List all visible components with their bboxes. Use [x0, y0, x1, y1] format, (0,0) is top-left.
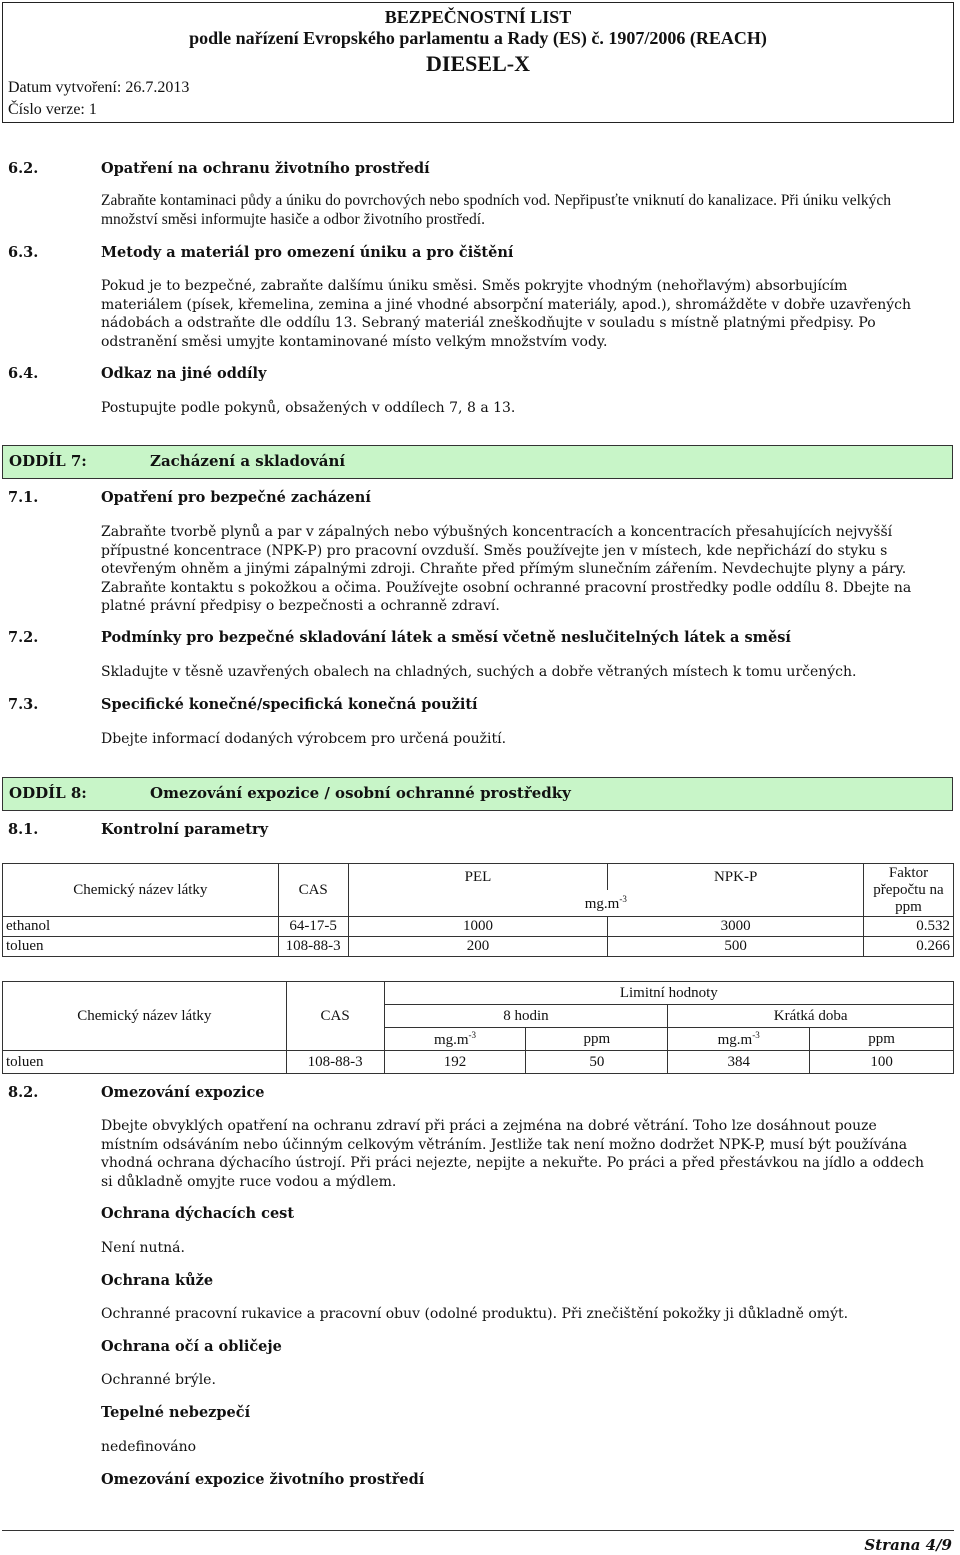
section-7-3-number: 7.3.: [8, 696, 39, 713]
environmental-exposure-title: Omezování expozice životního prostředí: [101, 1471, 425, 1488]
thermal-hazard-title: Tepelné nebezpečí: [101, 1404, 251, 1421]
section-7-2-number: 7.2.: [8, 629, 39, 646]
cell-name: toluen: [3, 937, 279, 957]
col-header-pel: PEL: [348, 864, 608, 891]
section-6-4-title: Odkaz na jiné oddíly: [101, 365, 267, 382]
col-header-limit-values: Limitní hodnoty: [384, 982, 953, 1005]
col-header-cas: CAS: [286, 982, 384, 1051]
section-7-1-number: 7.1.: [8, 489, 39, 506]
unit-mg-m3: [384, 1028, 526, 1051]
table-header-row: [3, 982, 954, 1005]
header-title: BEZPEČNOSTNÍ LIST: [384, 7, 572, 27]
unit-mg-m3: [348, 890, 863, 917]
page-number: Strana 4/9: [864, 1536, 952, 1554]
section-6-3-title: Metody a materiál pro omezení úniku a pro čištění: [101, 244, 514, 261]
cell-factor: 0.532: [864, 917, 954, 937]
unit-text: mg.m: [433, 1031, 469, 1048]
eye-protection-text: Ochranné brýle.: [101, 1372, 216, 1388]
section-7-3-title: Specifické konečné/specifická konečná použití: [101, 696, 478, 713]
table-row: [3, 937, 954, 957]
unit-exponent: -3: [752, 1029, 760, 1040]
cell-npk: 500: [608, 937, 864, 957]
col-header-chemical-name: Chemický název látky: [3, 982, 287, 1051]
table-row: [3, 917, 954, 937]
section-7-title: Zacházení a skladování: [150, 452, 346, 470]
section-8-2-title: Omezování expozice: [101, 1084, 265, 1101]
cell-mg-short: 384: [668, 1051, 810, 1074]
col-header-factor: Faktor přepočtu na ppm: [864, 864, 954, 917]
section-8-1-number: 8.1.: [8, 821, 39, 838]
table-header-row: [3, 864, 954, 891]
section-7-1-text: Zabraňte tvorbě plynů a par v zápalných nebo výbušných koncentracích a koncentracích přesahujících nejvyšší přípustné koncentrace (NPK-P) pro pracovní ovzduší. Směs používejte jen v místech, kde nepřichází do styku s otevřeným ohněm a jinými zápalnými zdroji. Chraňte před přímým slunečním zářením. Nevdechujte plyny a páry. Zabraňte kontaktu s pokožkou a očima. Používejte osobní ochranné pracovní prostředky podle oddílu 8. Dbejte na platné právní předpisy o bezpečnosti a ochranně zdraví.: [101, 524, 912, 614]
unit-text: mg.m: [584, 895, 620, 912]
col-header-chemical-name: Chemický název látky: [3, 864, 279, 917]
skin-protection-text: Ochranné pracovní rukavice a pracovní obuv (odolné produktu). Při znečištění pokožky ji důkladně omýt.: [101, 1306, 849, 1322]
cell-factor: 0.266: [864, 937, 954, 957]
cell-npk: 3000: [608, 917, 864, 937]
respiratory-protection-text: Není nutná.: [101, 1240, 185, 1256]
section-8-label: ODDÍL 8:: [9, 784, 87, 802]
exposure-limits-table: [2, 863, 954, 957]
section-8-2-text: Dbejte obvyklých opatření na ochranu zdraví při práci a zejména na dobré větrání. Toho lze dosáhnout pouze místním odsáváním nebo účinným celkovým větráním. Jestliže tak není možno dodržet NPK-P, musí být používána vhodná ochrana dýchacího ústrojí. Při práci nejezte, nepijte a nekuřte. Po práci a před přestávkou na jídlo a oddech si důkladně omyjte ruce vodou a mýdlem.: [101, 1118, 924, 1190]
cell-cas: 108-88-3: [286, 1051, 384, 1074]
unit-ppm: ppm: [526, 1028, 668, 1051]
header-product-name: DIESEL-X: [426, 51, 530, 76]
section-8-2-number: 8.2.: [8, 1084, 39, 1101]
section-7-1-title: Opatření pro bezpečné zacházení: [101, 489, 371, 506]
section-6-3-text: Pokud je to bezpečné, zabraňte dalšímu úniku směsi. Směs pokryjte vhodným (nehořlavým) absorbujícím materiálem (písek, křemelina, zemina a jiné vhodné absorpční materiály, apod.), shromážděte v dobře uzavřených nádobách a odstraňte dle oddílu 13. Sebraný materiál zneškodňujte v souladu s místně platnými předpisy. Po odstranění směsi umyjte kontaminované místo velkým množstvím vody.: [101, 278, 912, 350]
table-row: [3, 1051, 954, 1074]
unit-exponent: -3: [468, 1029, 477, 1040]
header-version: Číslo verze: 1: [8, 101, 97, 118]
col-header-cas: CAS: [278, 864, 348, 917]
cell-ppm-short: 100: [810, 1051, 954, 1074]
header-regulation: podle nařízení Evropského parlamentu a Rady (ES) č. 1907/2006 (REACH): [189, 28, 767, 48]
section-6-4-text: Postupujte podle pokynů, obsažených v oddílech 7, 8 a 13.: [101, 400, 516, 416]
unit-exponent: -3: [619, 893, 627, 904]
section-6-3-number: 6.3.: [8, 244, 39, 261]
col-header-npk: NPK-P: [608, 864, 864, 891]
respiratory-protection-title: Ochrana dýchacích cest: [101, 1205, 295, 1222]
section-8-1-title: Kontrolní parametry: [101, 821, 269, 838]
unit-text: mg.m: [717, 1031, 753, 1048]
eye-protection-title: Ochrana očí a obličeje: [101, 1338, 282, 1355]
cell-name: ethanol: [3, 917, 279, 937]
cell-cas: 64-17-5: [278, 917, 348, 937]
section-6-2-number: 6.2.: [8, 160, 39, 177]
section-7-band: [2, 445, 953, 479]
col-header-8-hours: 8 hodin: [384, 1005, 668, 1028]
section-6-2-title: Opatření na ochranu životního prostředí: [101, 160, 430, 177]
section-7-2-text: Skladujte v těsně uzavřených obalech na chladných, suchých a dobře větraných místech k tomu určených.: [101, 664, 857, 680]
section-8-title: Omezování expozice / osobní ochranné prostředky: [150, 784, 571, 802]
thermal-hazard-text: nedefinováno: [101, 1439, 197, 1455]
cell-mg-8h: 192: [384, 1051, 526, 1074]
col-header-short-term: Krátká doba: [668, 1005, 954, 1028]
cell-cas: 108-88-3: [278, 937, 348, 957]
unit-ppm: ppm: [810, 1028, 954, 1051]
section-7-2-title: Podmínky pro bezpečné skladování látek a směsí včetně neslučitelných látek a směsí: [101, 629, 791, 646]
section-7-3-text: Dbejte informací dodaných výrobcem pro určená použití.: [101, 731, 507, 747]
section-6-4-number: 6.4.: [8, 365, 39, 382]
cell-name: toluen: [3, 1051, 287, 1074]
section-7-label: ODDÍL 7:: [9, 452, 87, 470]
section-8-band: [2, 777, 953, 811]
section-6-2-text: Zabraňte kontaminaci půdy a úniku do povrchových nebo spodních vod. Nepřipusťte vniknutí do kanalizace. Při úniku velkých množství směsi informujte hasiče a odbor životního prostředí.: [101, 192, 892, 228]
footer-divider: [2, 1530, 954, 1531]
cell-ppm-8h: 50: [526, 1051, 668, 1074]
cell-pel: 200: [348, 937, 608, 957]
header-created-date: Datum vytvoření: 26.7.2013: [8, 79, 190, 96]
cell-pel: 1000: [348, 917, 608, 937]
unit-mg-m3: [668, 1028, 810, 1051]
skin-protection-title: Ochrana kůže: [101, 1272, 214, 1289]
limit-values-table: [2, 981, 954, 1074]
document-header: [2, 2, 954, 123]
